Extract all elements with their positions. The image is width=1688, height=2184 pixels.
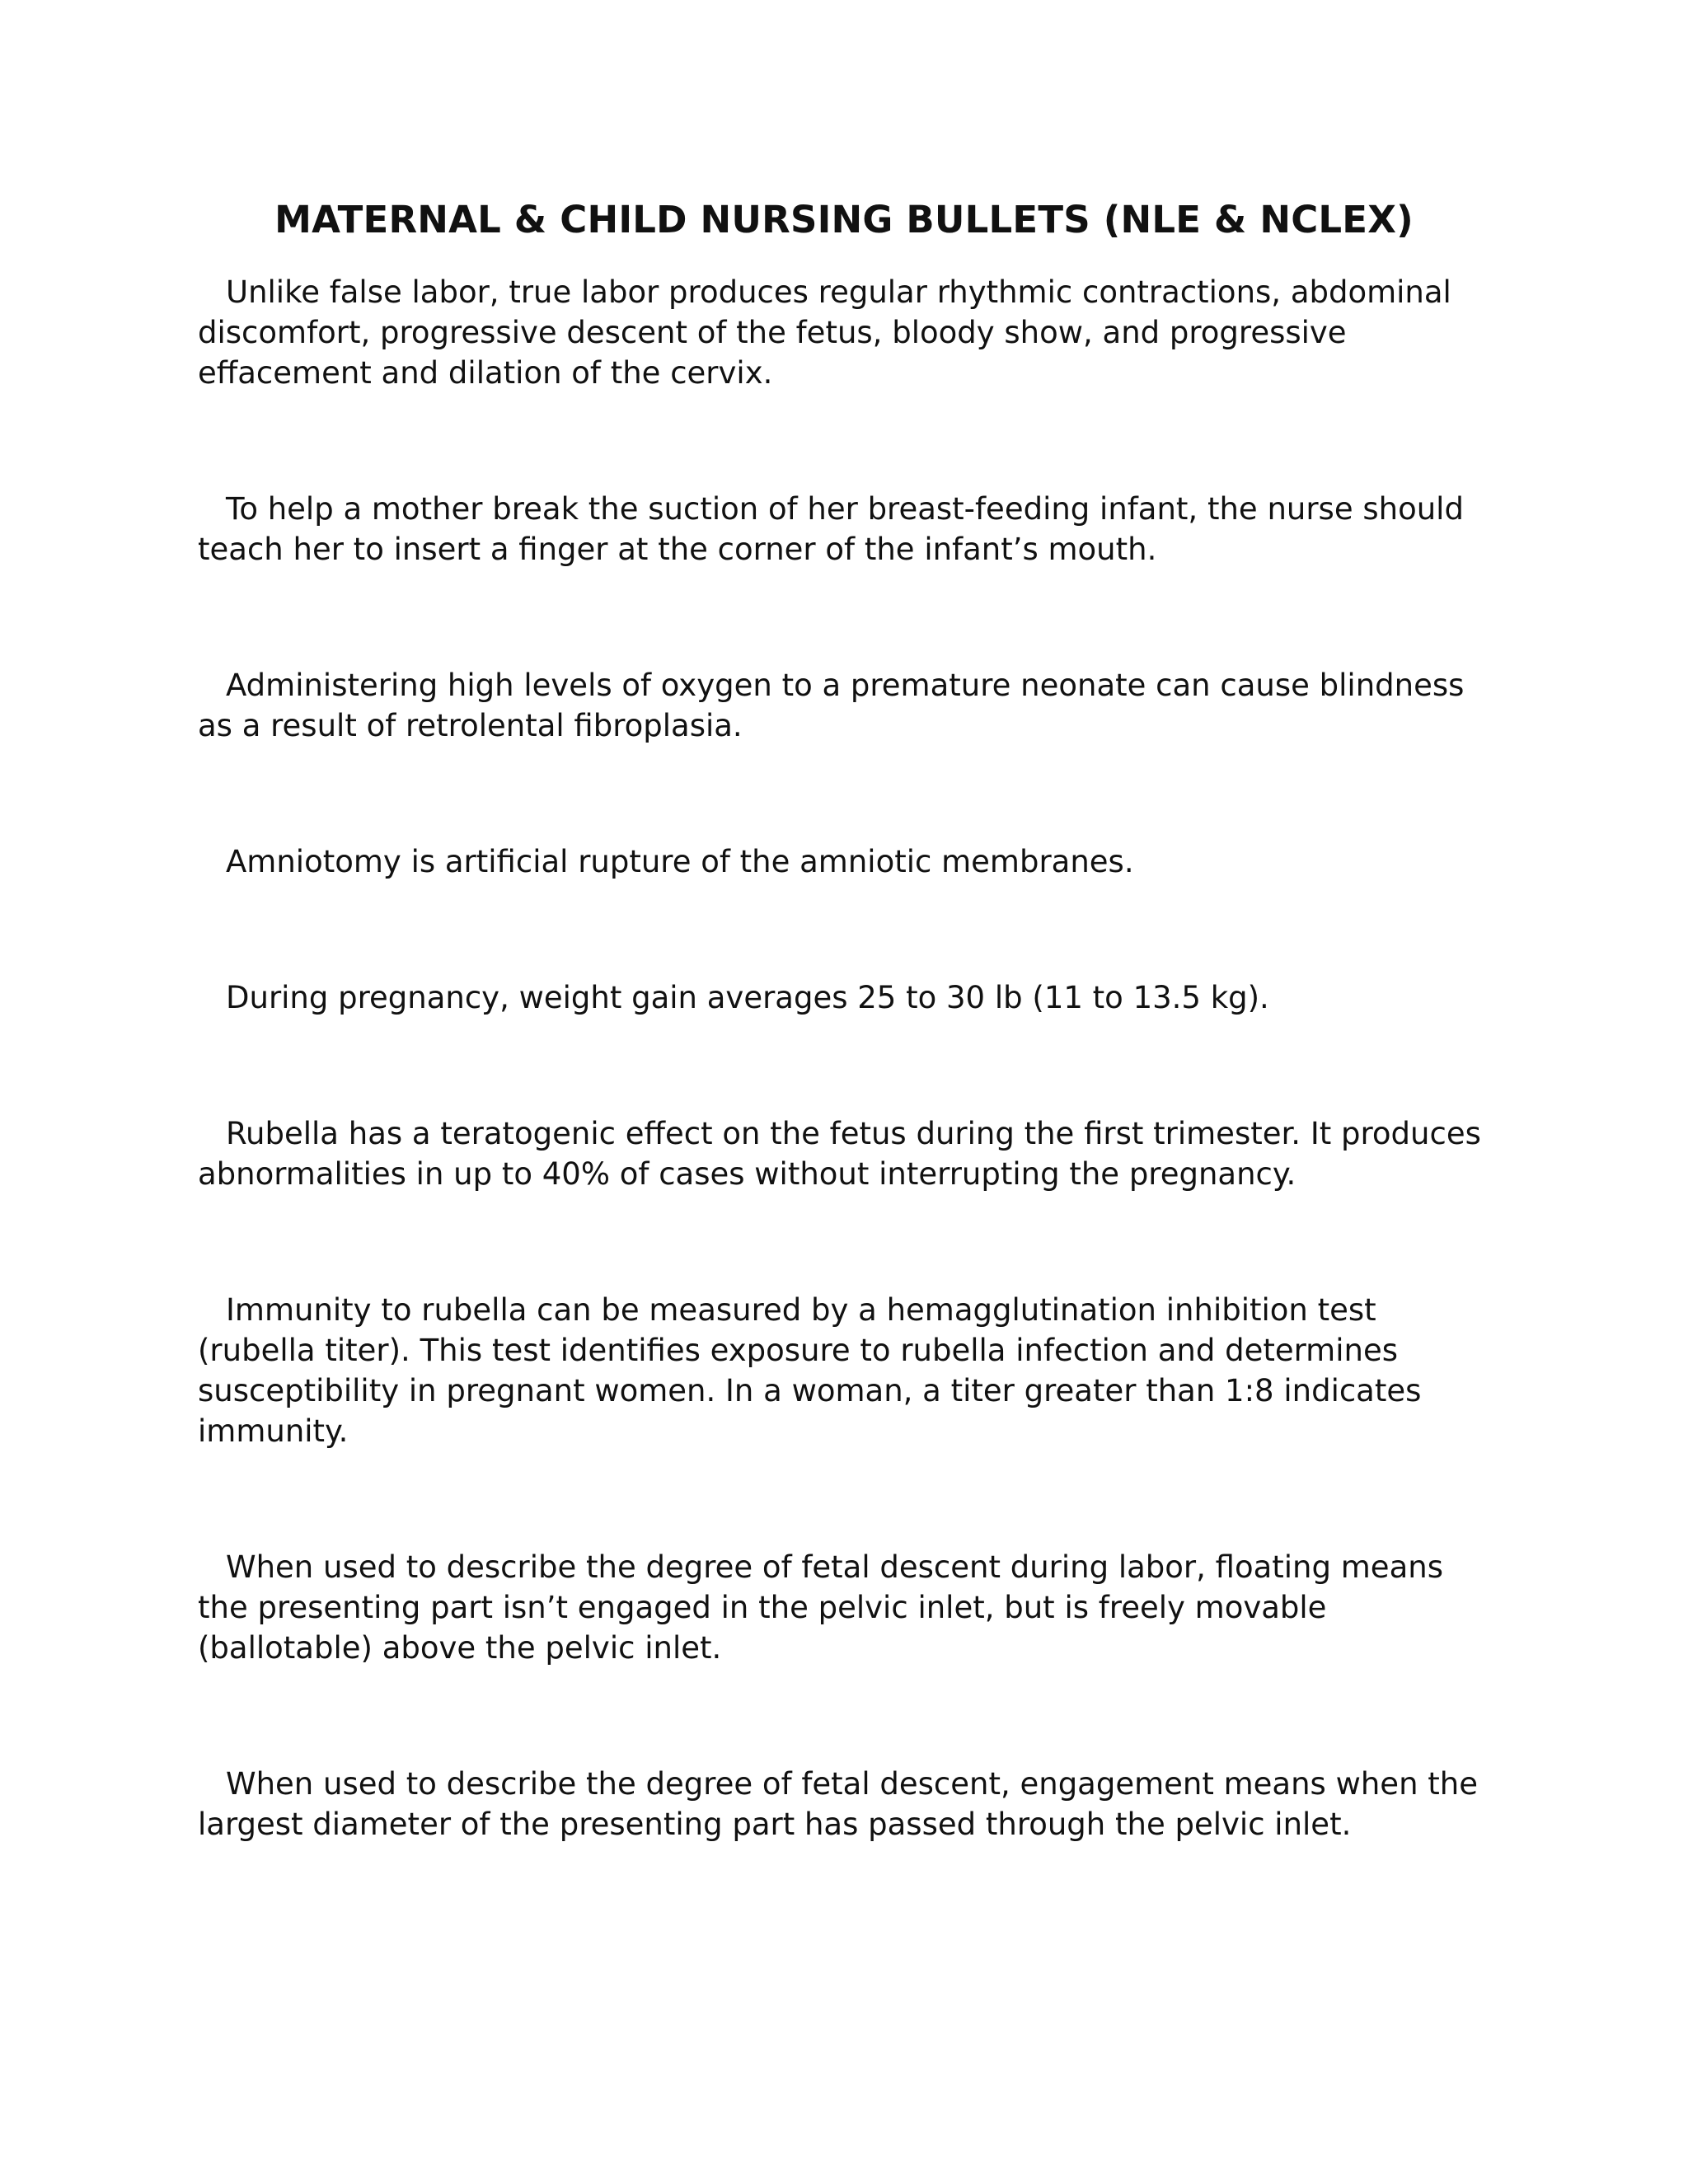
bullet-paragraph-amniotomy: Amniotomy is artificial rupture of the amniotic membranes. <box>226 844 1134 879</box>
page-title: MATERNAL & CHILD NURSING BULLETS (NLE & NCLEX) <box>274 198 1414 241</box>
bullet-paragraph-engagement: When used to describe the degree of fetal descent, engagement means when the largest diameter of the presenting part has passed through the pelvic inlet. <box>198 1766 1479 1842</box>
bullet-paragraph-breast-feeding: To help a mother break the suction of her breast-feeding infant, the nurse should teach her to insert a finger at the corner of the infant’s mouth. <box>198 491 1464 567</box>
bullet-list <box>198 272 1484 1844</box>
bullet-paragraph-weight-gain: During pregnancy, weight gain averages 25 to 30 lb (11 to 13.5 kg). <box>226 980 1269 1015</box>
bullet-paragraph-rubella-effect: Rubella has a teratogenic effect on the fetus during the first trimester. It produces abnormalities in up to 40% of cases without interrupting the pregnancy. <box>198 1116 1481 1192</box>
bullet-paragraph-true-labor: Unlike false labor, true labor produces regular rhythmic contractions, abdominal discomfort, progressive descent of the fetus, bloody show, and progressive effacement and dilation of the cervix. <box>198 274 1451 391</box>
bullet-paragraph-rubella-immunity: Immunity to rubella can be measured by a hemagglutination inhibition test (rubella titer). This test identifies exposure to rubella infection and determines susceptibility in pregnant women. In a woman, a titer greater than 1:8 indicates immunity. <box>198 1292 1422 1449</box>
bullet-paragraph-oxygen: Administering high levels of oxygen to a premature neonate can cause blindness as a result of retrolental fibroplasia. <box>198 668 1465 743</box>
bullet-paragraph-floating: When used to describe the degree of fetal descent during labor, floating means the presenting part isn’t engaged in the pelvic inlet, but is freely movable (ballotable) above the pelvic inlet. <box>198 1549 1443 1666</box>
